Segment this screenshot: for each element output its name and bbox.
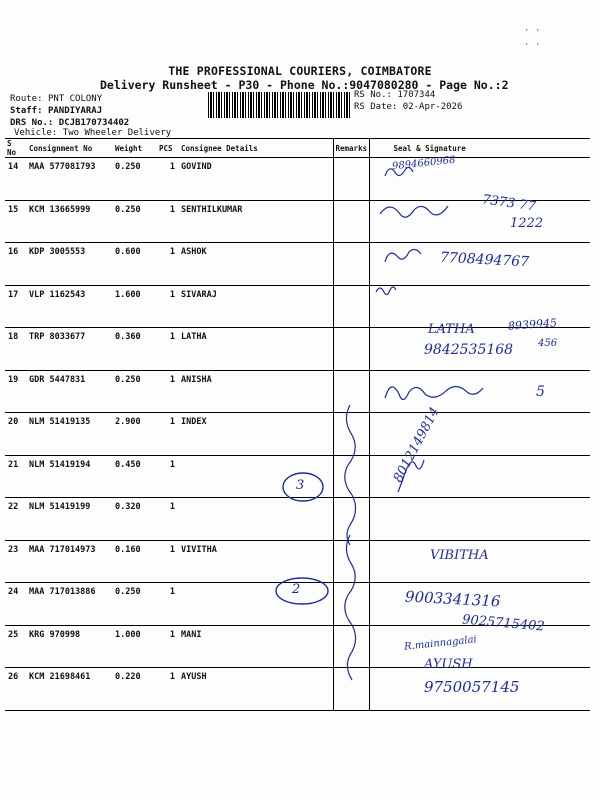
corner-mark: · · (524, 40, 541, 50)
row-pcs: 1 (157, 625, 179, 668)
row-pcs: 1 (157, 158, 179, 201)
signature-scribble (385, 386, 483, 399)
route-value: PNT COLONY (47, 94, 103, 104)
row-weight: 0.250 (113, 583, 157, 626)
row-weight: 0.250 (113, 370, 157, 413)
row-sno: 20 (5, 413, 27, 456)
row-pcs: 1 (157, 668, 179, 711)
staff-line: Staff: PANDIYARAJ (10, 106, 103, 116)
row-sno: 15 (5, 200, 27, 243)
corner-mark: · · (524, 26, 541, 36)
circled-number: 3 (296, 478, 305, 493)
staff-value: PANDIYARAJ (47, 106, 103, 116)
handwritten-name: LATHA (428, 322, 475, 337)
row-sno: 19 (5, 370, 27, 413)
runsheet-subtitle: Delivery Runsheet - P30 - Phone No.:9047080280 - Page No.:2 (100, 78, 509, 92)
handwritten-note: 456 (538, 338, 558, 349)
handwritten-phone: 9025715402 (461, 612, 546, 635)
row-consignment-no: TRP 8033677 (27, 328, 113, 371)
row-weight: 0.320 (113, 498, 157, 541)
row-consignment-no: KCM 13665999 (27, 200, 113, 243)
handwritten-phone: 9842535168 (424, 342, 514, 358)
handwritten-phone: 7373 77 (481, 192, 537, 215)
row-sno: 26 (5, 668, 27, 711)
handwritten-phone: 9750057145 (424, 678, 520, 696)
row-consignment-no: MAA 717014973 (27, 540, 113, 583)
row-consignment-no: MAA 577081793 (27, 158, 113, 201)
drs-line: DRS No.: DCJB170734402 (10, 118, 130, 128)
row-weight: 1.600 (113, 285, 157, 328)
row-consignment-no: NLM 51419199 (27, 498, 113, 541)
row-weight: 2.900 (113, 413, 157, 456)
col-header-weight: Weight (113, 139, 157, 158)
row-weight: 0.220 (113, 668, 157, 711)
row-weight: 0.250 (113, 158, 157, 201)
row-weight: 0.250 (113, 200, 157, 243)
signature-scribble (376, 287, 396, 295)
row-pcs: 1 (157, 455, 179, 498)
row-consignment-no: GDR 5447831 (27, 370, 113, 413)
vehicle-value: Two Wheeler Delivery (62, 128, 172, 138)
row-weight: 1.000 (113, 625, 157, 668)
row-consignee: INDEX (179, 413, 333, 456)
row-consignee: ANISHA (179, 370, 333, 413)
row-consignment-no: KRG 970998 (27, 625, 113, 668)
col-header-pcs: PCS (157, 139, 179, 158)
row-consignee: SIVARAJ (179, 285, 333, 328)
row-consignment-no: MAA 717013886 (27, 583, 113, 626)
row-pcs: 1 (157, 540, 179, 583)
row-pcs: 1 (157, 583, 179, 626)
row-consignee: VIVITHA (179, 540, 333, 583)
handwritten-phone: 9894660968 (391, 154, 457, 173)
row-sno: 14 (5, 158, 27, 201)
row-pcs: 1 (157, 413, 179, 456)
remarks-wavy-line (345, 405, 356, 545)
row-consignee: AYUSH (179, 668, 333, 711)
row-consignee: MANI (179, 625, 333, 668)
remarks-wavy-line (345, 535, 356, 680)
signature-scribble (385, 249, 421, 262)
handwritten-name: R.mainnagalai (403, 634, 478, 653)
rs-no-line: RS No.: 1707344 (354, 90, 436, 100)
circled-mark (276, 578, 328, 604)
handwritten-name: AYUSH (424, 657, 473, 672)
circled-number: 2 (292, 582, 301, 597)
row-consignee: SENTHILKUMAR (179, 200, 333, 243)
row-consignee: GOVIND (179, 158, 333, 201)
row-sno: 25 (5, 625, 27, 668)
handwritten-note: 5 (536, 384, 545, 400)
rs-no-value: 1707344 (397, 90, 436, 100)
row-consignment-no: NLM 51419194 (27, 455, 113, 498)
row-weight: 0.450 (113, 455, 157, 498)
col-header-consignment: Consignment No (27, 139, 113, 158)
vehicle-line: Vehicle: Two Wheeler Delivery (14, 128, 172, 138)
row-pcs: 1 (157, 498, 179, 541)
row-consignment-no: KDP 3005553 (27, 243, 113, 286)
row-weight: 0.600 (113, 243, 157, 286)
row-pcs: 1 (157, 243, 179, 286)
row-consignee: LATHA (179, 328, 333, 371)
col-header-remarks: Remarks (333, 139, 369, 158)
row-sno: 21 (5, 455, 27, 498)
row-weight: 0.360 (113, 328, 157, 371)
row-sno: 22 (5, 498, 27, 541)
handwritten-phone: 8939945 (507, 316, 558, 333)
rs-date-line: RS Date: 02-Apr-2026 (354, 102, 463, 112)
signature-scribble (380, 206, 448, 217)
row-consignee: ASHOK (179, 243, 333, 286)
rs-date-value: 02-Apr-2026 (402, 102, 463, 112)
company-title: THE PROFESSIONAL COURIERS, COIMBATORE (168, 64, 432, 78)
row-pcs: 1 (157, 370, 179, 413)
row-sno: 23 (5, 540, 27, 583)
handwritten-name: VIBITHA (430, 548, 489, 563)
handwritten-phone: 8012149814 (390, 404, 443, 485)
drs-value: DCJB170734402 (58, 118, 130, 128)
row-pcs: 1 (157, 328, 179, 371)
handwritten-phone: 7708494767 (439, 249, 530, 271)
row-sno: 17 (5, 285, 27, 328)
handwritten-phone: 9003341316 (404, 587, 501, 611)
row-consignment-no: NLM 51419135 (27, 413, 113, 456)
row-sno: 18 (5, 328, 27, 371)
row-consignment-no: VLP 1162543 (27, 285, 113, 328)
col-header-consignee: Consignee Details (179, 139, 333, 158)
row-pcs: 1 (157, 200, 179, 243)
row-sno: 16 (5, 243, 27, 286)
row-sno: 24 (5, 583, 27, 626)
col-header-sno: S No (5, 139, 27, 158)
row-weight: 0.160 (113, 540, 157, 583)
handwritten-phone: 1222 (510, 216, 544, 231)
row-pcs: 1 (157, 285, 179, 328)
col-header-signature: Seal & Signature (369, 139, 590, 158)
row-consignment-no: KCM 21698461 (27, 668, 113, 711)
route-line: Route: PNT COLONY (10, 94, 103, 104)
